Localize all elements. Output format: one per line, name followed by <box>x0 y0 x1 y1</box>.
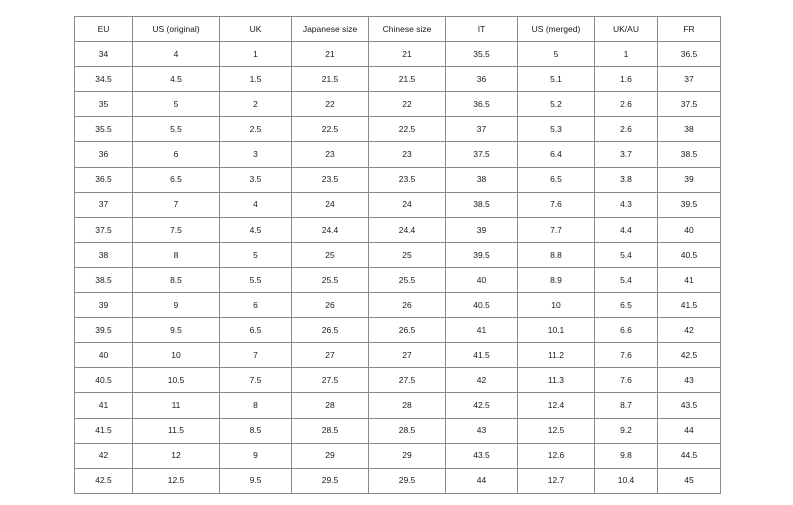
table-cell: 1.6 <box>595 67 658 92</box>
table-cell: 40 <box>658 217 721 242</box>
table-cell: 40.5 <box>75 368 133 393</box>
table-cell: 22.5 <box>292 117 369 142</box>
table-cell: 26.5 <box>292 318 369 343</box>
table-cell: 37.5 <box>75 217 133 242</box>
table-cell: 39 <box>75 293 133 318</box>
table-row <box>75 443 721 468</box>
table-row <box>75 343 721 368</box>
table-cell: 40.5 <box>658 242 721 267</box>
table-cell: 43.5 <box>658 393 721 418</box>
table-cell: 6.4 <box>518 142 595 167</box>
table-cell: 2.6 <box>595 117 658 142</box>
column-header-japanese-size: Japanese size <box>292 17 369 42</box>
table-cell: 5 <box>220 242 292 267</box>
table-cell: 4.5 <box>220 217 292 242</box>
table-row <box>75 142 721 167</box>
table-cell: 7.5 <box>220 368 292 393</box>
table-cell: 6.5 <box>133 167 220 192</box>
table-cell: 40.5 <box>446 293 518 318</box>
table-cell: 9.2 <box>595 418 658 443</box>
table-cell: 8.8 <box>518 242 595 267</box>
table-cell: 37 <box>658 67 721 92</box>
table-cell: 27.5 <box>369 368 446 393</box>
table-cell: 39.5 <box>75 318 133 343</box>
table-cell: 41 <box>446 318 518 343</box>
table-cell: 3.7 <box>595 142 658 167</box>
table-cell: 42.5 <box>658 343 721 368</box>
table-cell: 9 <box>133 293 220 318</box>
table-cell: 3.8 <box>595 167 658 192</box>
table-cell: 39 <box>658 167 721 192</box>
table-cell: 4 <box>133 42 220 67</box>
table-cell: 23 <box>369 142 446 167</box>
table-row <box>75 117 721 142</box>
table-cell: 24.4 <box>292 217 369 242</box>
table-cell: 5 <box>133 92 220 117</box>
table-cell: 6 <box>133 142 220 167</box>
table-cell: 41 <box>658 267 721 292</box>
table-cell: 25.5 <box>292 267 369 292</box>
table-cell: 25 <box>292 242 369 267</box>
table-cell: 28 <box>369 393 446 418</box>
table-cell: 9 <box>220 443 292 468</box>
table-cell: 9.5 <box>220 468 292 493</box>
table-cell: 22 <box>292 92 369 117</box>
table-cell: 29 <box>369 443 446 468</box>
table-cell: 23 <box>292 142 369 167</box>
table-cell: 37 <box>75 192 133 217</box>
table-cell: 10 <box>133 343 220 368</box>
table-row <box>75 418 721 443</box>
table-cell: 9.8 <box>595 443 658 468</box>
table-cell: 24 <box>369 192 446 217</box>
table-cell: 42.5 <box>75 468 133 493</box>
table-cell: 40 <box>75 343 133 368</box>
table-cell: 6.5 <box>220 318 292 343</box>
table-cell: 8 <box>220 393 292 418</box>
table-cell: 6.6 <box>595 318 658 343</box>
table-cell: 28.5 <box>292 418 369 443</box>
table-cell: 4 <box>220 192 292 217</box>
column-header-us-merged: US (merged) <box>518 17 595 42</box>
table-cell: 42.5 <box>446 393 518 418</box>
table-cell: 11.5 <box>133 418 220 443</box>
table-cell: 25.5 <box>369 267 446 292</box>
table-cell: 12.5 <box>518 418 595 443</box>
table-cell: 24.4 <box>369 217 446 242</box>
table-cell: 7.5 <box>133 217 220 242</box>
table-cell: 36.5 <box>446 92 518 117</box>
table-cell: 41.5 <box>658 293 721 318</box>
table-cell: 43 <box>658 368 721 393</box>
table-cell: 2.6 <box>595 92 658 117</box>
table-row <box>75 192 721 217</box>
table-cell: 29 <box>292 443 369 468</box>
table-cell: 11.3 <box>518 368 595 393</box>
table-row <box>75 318 721 343</box>
table-cell: 1 <box>595 42 658 67</box>
table-row <box>75 42 721 67</box>
table-cell: 42 <box>75 443 133 468</box>
table-cell: 12.4 <box>518 393 595 418</box>
table-cell: 24 <box>292 192 369 217</box>
table-row <box>75 242 721 267</box>
table-row <box>75 468 721 493</box>
table-cell: 38.5 <box>658 142 721 167</box>
table-cell: 37 <box>446 117 518 142</box>
column-header-chinese-size: Chinese size <box>369 17 446 42</box>
table-cell: 34 <box>75 42 133 67</box>
table-row <box>75 267 721 292</box>
column-header-fr: FR <box>658 17 721 42</box>
table-cell: 35.5 <box>75 117 133 142</box>
table-cell: 36.5 <box>658 42 721 67</box>
table-cell: 4.5 <box>133 67 220 92</box>
table-cell: 39.5 <box>658 192 721 217</box>
table-cell: 1 <box>220 42 292 67</box>
table-cell: 36 <box>75 142 133 167</box>
table-row <box>75 217 721 242</box>
table-cell: 8.5 <box>133 267 220 292</box>
table-cell: 27 <box>369 343 446 368</box>
table-cell: 4.3 <box>595 192 658 217</box>
table-cell: 5.1 <box>518 67 595 92</box>
table-cell: 6.5 <box>518 167 595 192</box>
table-cell: 41.5 <box>75 418 133 443</box>
table-row <box>75 393 721 418</box>
table-row <box>75 167 721 192</box>
table-row <box>75 293 721 318</box>
table-cell: 9.5 <box>133 318 220 343</box>
table-cell: 6 <box>220 293 292 318</box>
table-cell: 12.7 <box>518 468 595 493</box>
table-cell: 44 <box>658 418 721 443</box>
table-cell: 2.5 <box>220 117 292 142</box>
table-cell: 25 <box>369 242 446 267</box>
table-cell: 38 <box>658 117 721 142</box>
table-cell: 35.5 <box>446 42 518 67</box>
table-cell: 41 <box>75 393 133 418</box>
table-cell: 26 <box>369 293 446 318</box>
table-cell: 12 <box>133 443 220 468</box>
table-cell: 7 <box>133 192 220 217</box>
table-cell: 38.5 <box>75 267 133 292</box>
table-cell: 29.5 <box>292 468 369 493</box>
table-cell: 2 <box>220 92 292 117</box>
table-cell: 23.5 <box>292 167 369 192</box>
table-cell: 42 <box>446 368 518 393</box>
table-cell: 7.6 <box>518 192 595 217</box>
table-cell: 5.4 <box>595 267 658 292</box>
table-cell: 38 <box>75 242 133 267</box>
table-cell: 3.5 <box>220 167 292 192</box>
table-cell: 21 <box>292 42 369 67</box>
table-cell: 5.2 <box>518 92 595 117</box>
table-cell: 12.6 <box>518 443 595 468</box>
table-cell: 1.5 <box>220 67 292 92</box>
table-cell: 7.7 <box>518 217 595 242</box>
table-cell: 44.5 <box>658 443 721 468</box>
table-cell: 27 <box>292 343 369 368</box>
table-cell: 40 <box>446 267 518 292</box>
table-cell: 43 <box>446 418 518 443</box>
table-row <box>75 92 721 117</box>
table-cell: 5.5 <box>220 267 292 292</box>
table-cell: 7.6 <box>595 343 658 368</box>
table-cell: 45 <box>658 468 721 493</box>
table-cell: 5 <box>518 42 595 67</box>
table-cell: 22.5 <box>369 117 446 142</box>
table-cell: 8.5 <box>220 418 292 443</box>
table-cell: 7 <box>220 343 292 368</box>
table-cell: 4.4 <box>595 217 658 242</box>
table-cell: 37.5 <box>446 142 518 167</box>
table-cell: 26.5 <box>369 318 446 343</box>
table-cell: 22 <box>369 92 446 117</box>
table-cell: 3 <box>220 142 292 167</box>
table-cell: 27.5 <box>292 368 369 393</box>
shoe-size-conversion-table <box>74 16 721 494</box>
table-cell: 38.5 <box>446 192 518 217</box>
table-cell: 10.5 <box>133 368 220 393</box>
table-cell: 11.2 <box>518 343 595 368</box>
table-cell: 39.5 <box>446 242 518 267</box>
table-cell: 21 <box>369 42 446 67</box>
column-header-uk: UK <box>220 17 292 42</box>
table-cell: 7.6 <box>595 368 658 393</box>
table-cell: 8 <box>133 242 220 267</box>
column-header-uk-au: UK/AU <box>595 17 658 42</box>
column-header-us-original: US (original) <box>133 17 220 42</box>
table-row <box>75 368 721 393</box>
table-cell: 43.5 <box>446 443 518 468</box>
table-cell: 21.5 <box>369 67 446 92</box>
table-cell: 35 <box>75 92 133 117</box>
table-cell: 12.5 <box>133 468 220 493</box>
table-header-row <box>75 17 721 42</box>
table-cell: 8.7 <box>595 393 658 418</box>
table-cell: 10.4 <box>595 468 658 493</box>
table-cell: 41.5 <box>446 343 518 368</box>
table-row <box>75 67 721 92</box>
table-cell: 36.5 <box>75 167 133 192</box>
table-cell: 44 <box>446 468 518 493</box>
table-cell: 38 <box>446 167 518 192</box>
table-cell: 6.5 <box>595 293 658 318</box>
table-cell: 5.4 <box>595 242 658 267</box>
table-cell: 21.5 <box>292 67 369 92</box>
table-cell: 8.9 <box>518 267 595 292</box>
table-cell: 28 <box>292 393 369 418</box>
table-cell: 5.5 <box>133 117 220 142</box>
table-cell: 36 <box>446 67 518 92</box>
table-cell: 26 <box>292 293 369 318</box>
table-cell: 34.5 <box>75 67 133 92</box>
table-cell: 29.5 <box>369 468 446 493</box>
column-header-eu: EU <box>75 17 133 42</box>
table-cell: 11 <box>133 393 220 418</box>
table-cell: 37.5 <box>658 92 721 117</box>
table-cell: 39 <box>446 217 518 242</box>
table-cell: 10.1 <box>518 318 595 343</box>
table-cell: 5.3 <box>518 117 595 142</box>
table-cell: 42 <box>658 318 721 343</box>
column-header-it: IT <box>446 17 518 42</box>
table-cell: 10 <box>518 293 595 318</box>
table-cell: 28.5 <box>369 418 446 443</box>
table-cell: 23.5 <box>369 167 446 192</box>
